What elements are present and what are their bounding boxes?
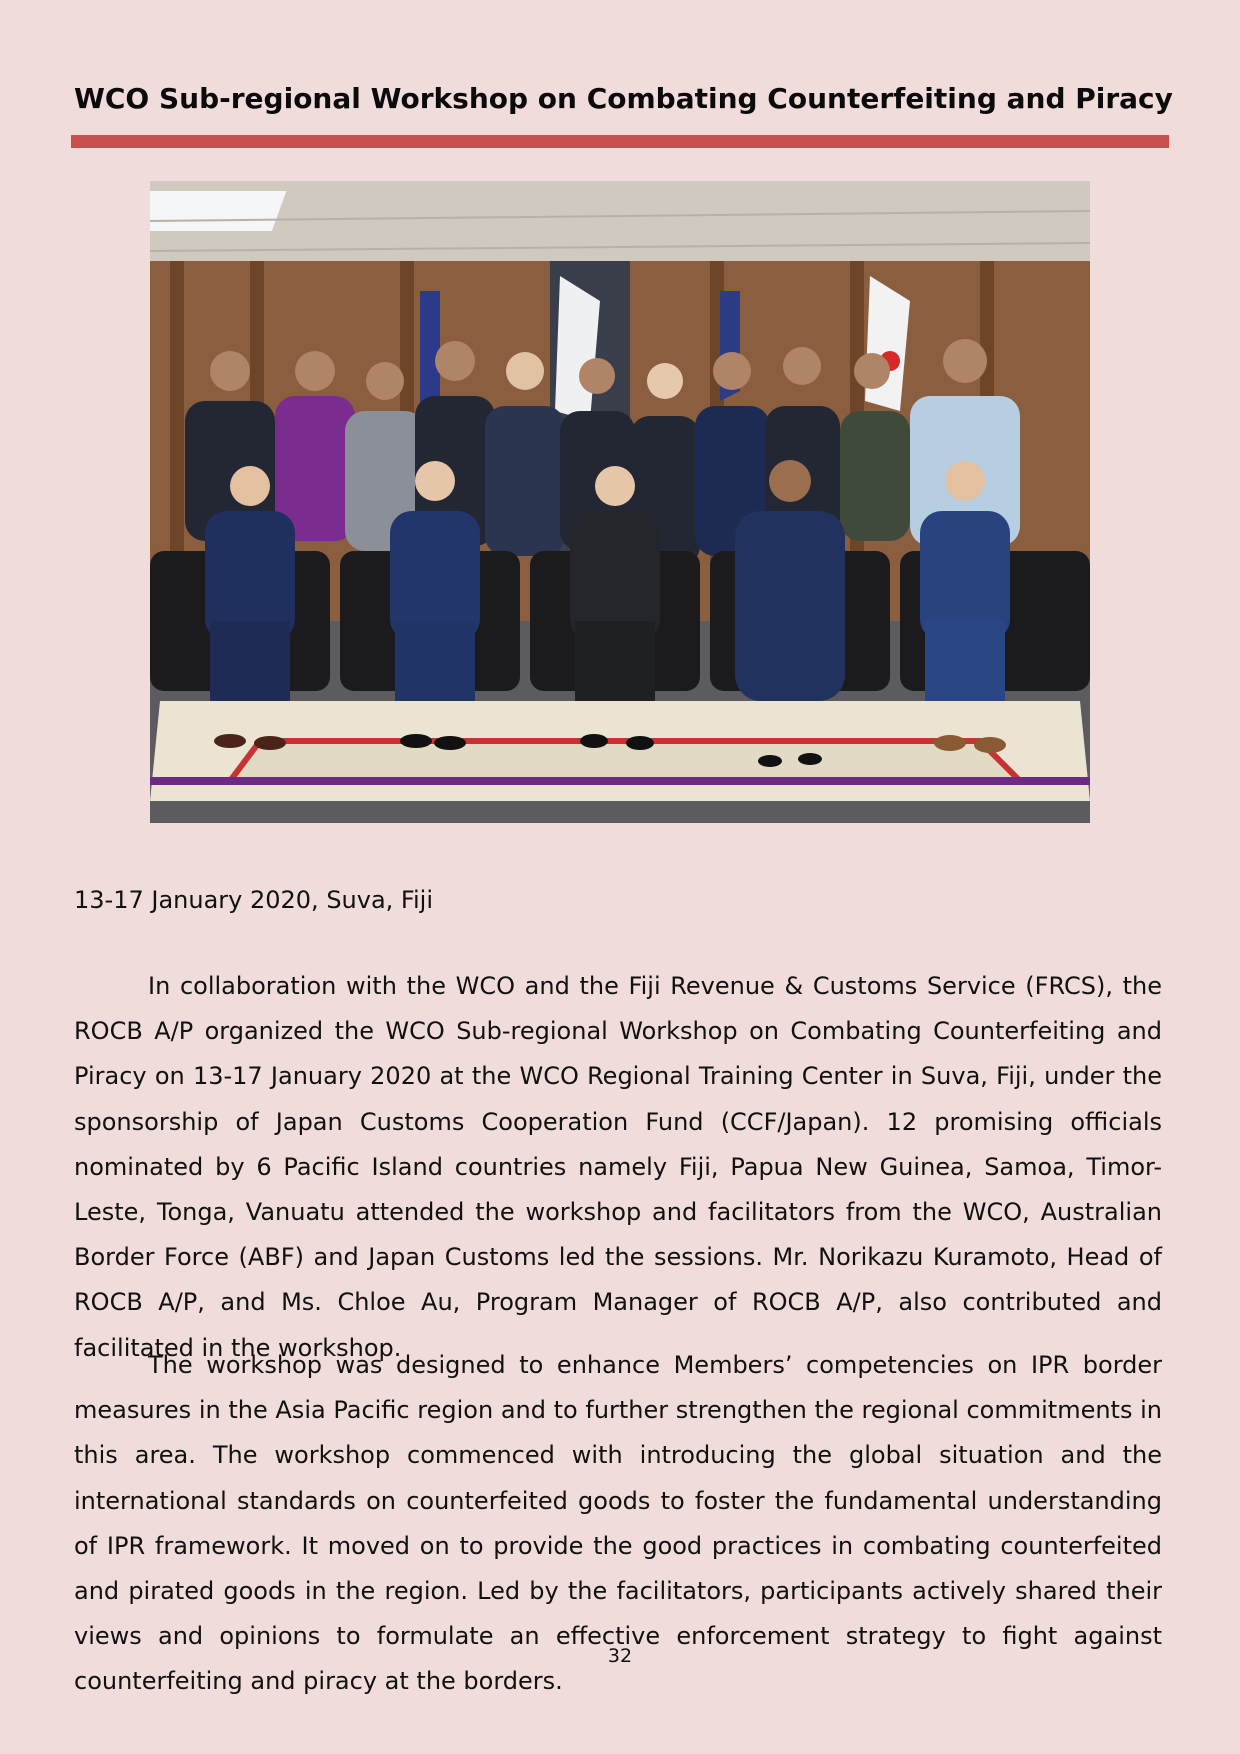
article-dateline: 13-17 January 2020, Suva, Fiji [74,886,433,914]
page-number: 32 [607,1645,633,1667]
group-photo [150,181,1090,823]
article-paragraph: In collaboration with the WCO and the Fiji Revenue & Customs Service (FRCS), the ROCB A/P organized the WCO Sub-regional Workshop on Combating Counterfeiting and Piracy on 13-17 January 2020 at the WCO Regional Training Center in Suva, Fiji, under the sponsorship of Japan Customs Cooperation Fund (CCF/Japan). 12 promising officials nominated by 6 Pacific Island countries namely Fiji, Papua New Guinea, Samoa, Timor-Leste, Tonga, Vanuatu attended the workshop and facilitators from the WCO, Australian Border Force (ABF) and Japan Customs led the sessions. Mr. Norikazu Kuramoto, Head of ROCB A/P, and Ms. Chloe Au, Program Manager of ROCB A/P, also contributed and facilitated in the workshop. [74,972,1162,1362]
article-paragraph: The workshop was designed to enhance Members’ competencies on IPR border measures in the Asia Pacific region and to further strengthen the regional commitments in this area. The workshop commenced with introducing the global situation and the international standards on counterfeited goods to foster the fundamental understanding of IPR framework. It moved on to provide the good practices in combating counterfeited and pirated goods in the region. Led by the facilitators, participants actively shared their views and opinions to formulate an effective enforcement strategy to fight against counterfeiting and piracy at the borders. [74,1351,1162,1696]
title-underline-rule [71,135,1169,148]
page-title: WCO Sub-regional Workshop on Combating Counterfeiting and Piracy [74,82,1173,115]
